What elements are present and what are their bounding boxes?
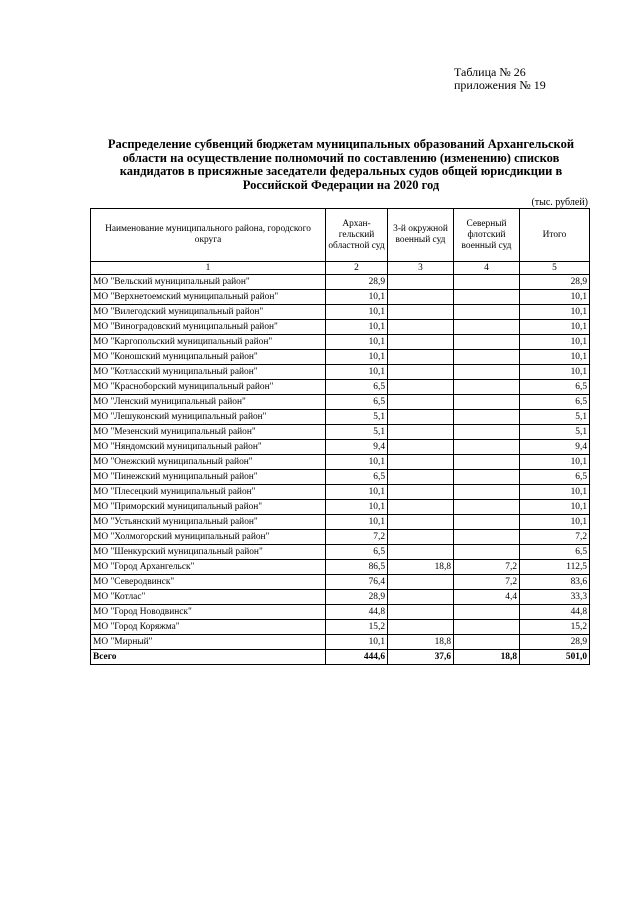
row-name: МО "Ленский муниципальный район" [91, 395, 326, 410]
table-row [91, 605, 590, 620]
row-regional-court: 10,1 [326, 350, 388, 365]
row-regional-court: 5,1 [326, 410, 388, 425]
total-sum: 501,0 [520, 650, 590, 665]
row-military-court [388, 350, 454, 365]
table-row [91, 485, 590, 500]
row-fleet-court [454, 515, 520, 530]
row-fleet-court [454, 320, 520, 335]
row-regional-court: 10,1 [326, 320, 388, 335]
row-military-court [388, 605, 454, 620]
row-total: 10,1 [520, 305, 590, 320]
row-military-court [388, 620, 454, 635]
row-fleet-court [454, 365, 520, 380]
col-header-regional-court: Архан-гельский областной суд [326, 209, 388, 262]
row-fleet-court [454, 545, 520, 560]
row-military-court [388, 290, 454, 305]
row-name: МО "Лешуконский муниципальный район" [91, 410, 326, 425]
row-military-court [388, 275, 454, 290]
row-fleet-court [454, 635, 520, 650]
row-name: МО "Котлас" [91, 590, 326, 605]
row-total: 10,1 [520, 350, 590, 365]
row-military-court [388, 590, 454, 605]
row-name: МО "Мирный" [91, 635, 326, 650]
row-regional-court: 28,9 [326, 275, 388, 290]
row-fleet-court [454, 380, 520, 395]
row-name: МО "Холмогорский муниципальный район" [91, 530, 326, 545]
row-name: МО "Город Новодвинск" [91, 605, 326, 620]
row-fleet-court [454, 455, 520, 470]
row-total: 5,1 [520, 425, 590, 440]
table-body [91, 275, 590, 650]
row-fleet-court [454, 620, 520, 635]
row-regional-court: 10,1 [326, 365, 388, 380]
row-regional-court: 6,5 [326, 380, 388, 395]
row-name: МО "Красноборский муниципальный район" [91, 380, 326, 395]
units-label: (тыс. рублей) [531, 197, 588, 208]
table-row [91, 335, 590, 350]
row-total: 10,1 [520, 290, 590, 305]
table-row [91, 530, 590, 545]
row-name: МО "Город Архангельск" [91, 560, 326, 575]
row-fleet-court [454, 530, 520, 545]
row-military-court [388, 305, 454, 320]
row-total: 6,5 [520, 470, 590, 485]
row-military-court [388, 335, 454, 350]
row-regional-court: 10,1 [326, 455, 388, 470]
row-regional-court: 44,8 [326, 605, 388, 620]
subvention-table [90, 208, 590, 665]
row-regional-court: 10,1 [326, 515, 388, 530]
row-fleet-court [454, 350, 520, 365]
row-regional-court: 7,2 [326, 530, 388, 545]
row-name: МО "Устьянский муниципальный район" [91, 515, 326, 530]
col-header-total: Итого [520, 209, 590, 262]
row-total: 28,9 [520, 275, 590, 290]
table-row [91, 350, 590, 365]
row-total: 44,8 [520, 605, 590, 620]
col-number: 5 [520, 262, 590, 275]
appendix-number: приложения № 19 [454, 78, 546, 92]
row-military-court [388, 575, 454, 590]
table-row [91, 545, 590, 560]
table-row [91, 365, 590, 380]
row-regional-court: 6,5 [326, 545, 388, 560]
row-fleet-court: 4,4 [454, 590, 520, 605]
total-military-court: 37,6 [388, 650, 454, 665]
row-regional-court: 6,5 [326, 470, 388, 485]
row-regional-court: 10,1 [326, 290, 388, 305]
row-military-court [388, 500, 454, 515]
row-military-court [388, 395, 454, 410]
row-total: 10,1 [520, 320, 590, 335]
row-regional-court: 10,1 [326, 635, 388, 650]
row-military-court [388, 545, 454, 560]
row-military-court: 18,8 [388, 635, 454, 650]
row-fleet-court [454, 470, 520, 485]
col-number: 4 [454, 262, 520, 275]
row-name: МО "Няндомский муниципальный район" [91, 440, 326, 455]
row-total: 10,1 [520, 365, 590, 380]
row-name: МО "Город Коряжма" [91, 620, 326, 635]
table-row [91, 635, 590, 650]
row-fleet-court [454, 305, 520, 320]
row-fleet-court [454, 335, 520, 350]
table-row [91, 515, 590, 530]
row-total: 5,1 [520, 410, 590, 425]
row-regional-court: 86,5 [326, 560, 388, 575]
table-row [91, 575, 590, 590]
total-label: Всего [91, 650, 326, 665]
row-military-court [388, 440, 454, 455]
table-number: Таблица № 26 [454, 65, 526, 79]
row-name: МО "Виноградовский муниципальный район" [91, 320, 326, 335]
table-reference [454, 66, 546, 92]
row-military-court [388, 365, 454, 380]
row-total: 10,1 [520, 500, 590, 515]
row-military-court [388, 320, 454, 335]
row-name: МО "Приморский муниципальный район" [91, 500, 326, 515]
row-regional-court: 28,9 [326, 590, 388, 605]
row-total: 6,5 [520, 545, 590, 560]
total-regional-court: 444,6 [326, 650, 388, 665]
column-number-row [91, 262, 590, 275]
table-row [91, 470, 590, 485]
col-number: 1 [91, 262, 326, 275]
row-military-court [388, 380, 454, 395]
table-row [91, 500, 590, 515]
total-row [91, 650, 590, 665]
total-fleet-court: 18,8 [454, 650, 520, 665]
row-regional-court: 76,4 [326, 575, 388, 590]
row-name: МО "Коношский муниципальный район" [91, 350, 326, 365]
row-regional-court: 9,4 [326, 440, 388, 455]
row-total: 83,6 [520, 575, 590, 590]
row-regional-court: 10,1 [326, 485, 388, 500]
row-fleet-court [454, 410, 520, 425]
table-row [91, 560, 590, 575]
row-name: МО "Пинежский муниципальный район" [91, 470, 326, 485]
row-total: 10,1 [520, 485, 590, 500]
col-number: 3 [388, 262, 454, 275]
row-regional-court: 6,5 [326, 395, 388, 410]
row-regional-court: 5,1 [326, 425, 388, 440]
row-military-court [388, 410, 454, 425]
row-fleet-court: 7,2 [454, 560, 520, 575]
row-name: МО "Онежский муниципальный район" [91, 455, 326, 470]
row-total: 15,2 [520, 620, 590, 635]
row-name: МО "Котласский муниципальный район" [91, 365, 326, 380]
table-row [91, 425, 590, 440]
table-row [91, 305, 590, 320]
col-number: 2 [326, 262, 388, 275]
table-row [91, 410, 590, 425]
row-regional-court: 15,2 [326, 620, 388, 635]
row-fleet-court [454, 440, 520, 455]
col-header-fleet-court: Северный флотский военный суд [454, 209, 520, 262]
row-name: МО "Шенкурский муниципальный район" [91, 545, 326, 560]
row-fleet-court [454, 605, 520, 620]
row-regional-court: 10,1 [326, 500, 388, 515]
header-row [91, 209, 590, 262]
row-total: 10,1 [520, 455, 590, 470]
table-row [91, 320, 590, 335]
row-total: 6,5 [520, 380, 590, 395]
row-fleet-court [454, 290, 520, 305]
row-military-court [388, 425, 454, 440]
row-military-court [388, 455, 454, 470]
row-fleet-court: 7,2 [454, 575, 520, 590]
row-name: МО "Вельский муниципальный район" [91, 275, 326, 290]
row-total: 10,1 [520, 335, 590, 350]
table-row [91, 275, 590, 290]
table-row [91, 620, 590, 635]
row-total: 28,9 [520, 635, 590, 650]
row-total: 6,5 [520, 395, 590, 410]
row-regional-court: 10,1 [326, 305, 388, 320]
row-fleet-court [454, 395, 520, 410]
row-fleet-court [454, 425, 520, 440]
col-header-name: Наименование муниципального района, городского округа [91, 209, 326, 262]
row-fleet-court [454, 485, 520, 500]
row-total: 9,4 [520, 440, 590, 455]
row-name: МО "Северодвинск" [91, 575, 326, 590]
row-name: МО "Мезенский муниципальный район" [91, 425, 326, 440]
table-row [91, 395, 590, 410]
table-row [91, 590, 590, 605]
row-military-court [388, 485, 454, 500]
row-regional-court: 10,1 [326, 335, 388, 350]
row-total: 33,3 [520, 590, 590, 605]
row-fleet-court [454, 500, 520, 515]
table-row [91, 440, 590, 455]
row-military-court [388, 470, 454, 485]
table-row [91, 455, 590, 470]
row-name: МО "Вилегодский муниципальный район" [91, 305, 326, 320]
row-total: 112,5 [520, 560, 590, 575]
row-fleet-court [454, 275, 520, 290]
table-row [91, 380, 590, 395]
row-total: 10,1 [520, 515, 590, 530]
row-total: 7,2 [520, 530, 590, 545]
row-name: МО "Каргопольский муниципальный район" [91, 335, 326, 350]
document-title: Распределение субвенций бюджетам муниципальных образований Архангельской области на осуществление полномочий по составлению (изменению) списков кандидатов в присяжные заседатели федеральных судов общей юрисдикции в Российской Федерации на 2020 год [107, 137, 575, 192]
table-row [91, 290, 590, 305]
row-name: МО "Верхнетоемский муниципальный район" [91, 290, 326, 305]
row-military-court [388, 515, 454, 530]
row-name: МО "Плесецкий муниципальный район" [91, 485, 326, 500]
col-header-military-court: 3-й окружной военный суд [388, 209, 454, 262]
row-military-court: 18,8 [388, 560, 454, 575]
row-military-court [388, 530, 454, 545]
